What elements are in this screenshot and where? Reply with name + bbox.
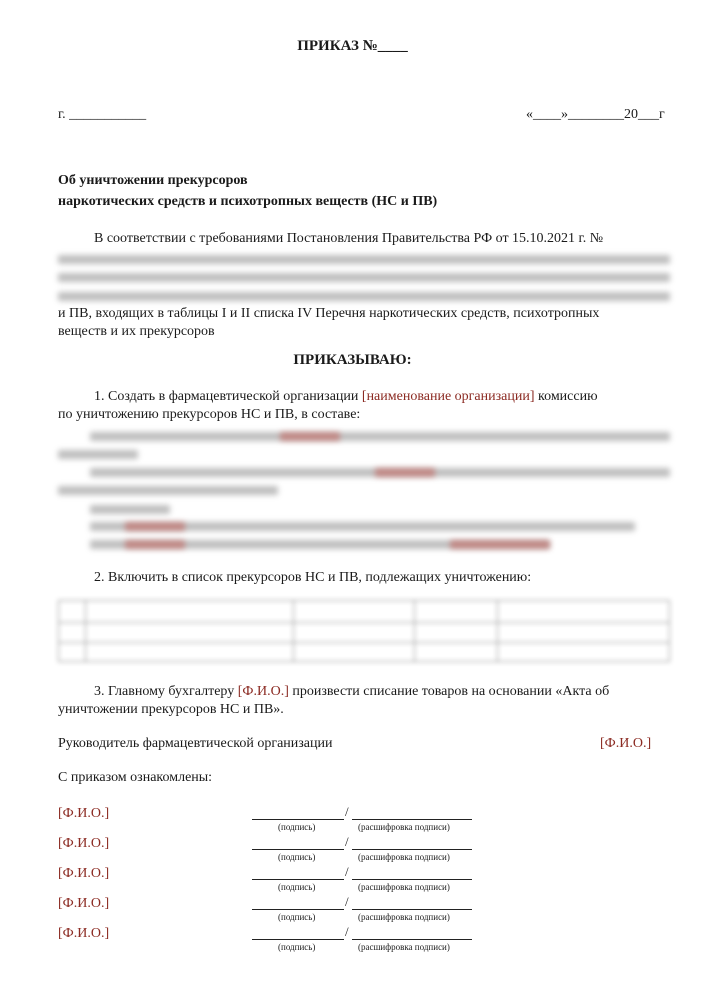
item-1 xyxy=(58,388,671,407)
redacted-line xyxy=(125,522,185,531)
item-3-text-end: произвести списание товаров на основании «Акта об xyxy=(288,684,610,699)
redacted-line xyxy=(58,273,670,282)
separator-slash: / xyxy=(345,924,349,939)
city-field: г. ___________ xyxy=(58,107,147,122)
separator-slash: / xyxy=(345,894,349,909)
signature-caption: (подпись) xyxy=(278,852,316,862)
item-3-line-2: уничтожении прекурсоров НС и ПВ». xyxy=(58,702,284,717)
subject-line-2: наркотических средств и психотропных веществ (НС и ПВ) xyxy=(58,194,438,209)
date-field: «____»________20___г xyxy=(526,107,665,122)
item-1-text-end: комиссию xyxy=(534,389,598,404)
signer-fio: [Ф.И.О.] xyxy=(58,836,110,851)
separator-slash: / xyxy=(345,804,349,819)
signature-caption: (подпись) xyxy=(278,912,316,922)
decode-caption: (расшифровка подписи) xyxy=(358,912,450,922)
item-1-text: 1. Создать в фармацевтической организации xyxy=(94,389,362,404)
signature-caption: (подпись) xyxy=(278,942,316,952)
signature-line xyxy=(252,849,344,850)
intro-last-line-1: и ПВ, входящих в таблицы I и II списка IV Перечня наркотических средств, психотропных xyxy=(58,306,600,321)
decode-caption: (расшифровка подписи) xyxy=(358,822,450,832)
signer-fio: [Ф.И.О.] xyxy=(58,896,110,911)
decode-caption: (расшифровка подписи) xyxy=(358,882,450,892)
decode-line xyxy=(352,909,472,910)
page-title: ПРИКАЗ №____ xyxy=(297,38,408,54)
item-1-line-2: по уничтожению прекурсоров НС и ПВ, в составе: xyxy=(58,407,361,422)
organization-placeholder: [наименование организации] xyxy=(361,389,535,404)
redacted-line xyxy=(125,540,185,549)
acquainted-label: С приказом ознакомлены: xyxy=(58,770,213,785)
redacted-line xyxy=(450,540,550,549)
precursors-table xyxy=(58,600,670,662)
signature-line xyxy=(252,879,344,880)
document-subject xyxy=(58,170,437,212)
signature-caption: (подпись) xyxy=(278,822,316,832)
separator-slash: / xyxy=(345,834,349,849)
intro-first-line: В соответствии с требованиями Постановления Правительства РФ от 15.10.2021 г. № xyxy=(94,231,604,246)
head-fio: [Ф.И.О.] xyxy=(600,736,652,751)
order-heading: ПРИКАЗЫВАЮ: xyxy=(293,352,412,368)
decode-line xyxy=(352,849,472,850)
decode-caption: (расшифровка подписи) xyxy=(358,852,450,862)
signature-caption: (подпись) xyxy=(278,882,316,892)
redacted-line xyxy=(58,450,138,459)
redacted-line xyxy=(90,505,170,514)
accountant-fio: [Ф.И.О.] xyxy=(237,684,289,699)
signature-line xyxy=(252,909,344,910)
separator-slash: / xyxy=(345,864,349,879)
signer-fio: [Ф.И.О.] xyxy=(58,926,110,941)
item-3-text: 3. Главному бухгалтеру xyxy=(94,684,238,699)
decode-line xyxy=(352,939,472,940)
redacted-line xyxy=(280,432,340,441)
signature-line xyxy=(252,939,344,940)
redacted-line xyxy=(58,255,670,264)
intro-last-line-2: веществ и их прекурсоров xyxy=(58,324,215,339)
signer-fio: [Ф.И.О.] xyxy=(58,866,110,881)
decode-line xyxy=(352,879,472,880)
subject-line-1: Об уничтожении прекурсоров xyxy=(58,173,248,188)
signer-fio: [Ф.И.О.] xyxy=(58,806,110,821)
item-3 xyxy=(58,683,671,702)
redacted-line xyxy=(90,432,670,441)
redacted-line xyxy=(375,468,435,477)
head-label: Руководитель фармацевтической организации xyxy=(58,736,333,751)
redacted-line xyxy=(58,486,278,495)
decode-line xyxy=(352,819,472,820)
decode-caption: (расшифровка подписи) xyxy=(358,942,450,952)
item-2: 2. Включить в список прекурсоров НС и ПВ, подлежащих уничтожению: xyxy=(94,570,532,585)
signature-line xyxy=(252,819,344,820)
redacted-line xyxy=(58,292,670,301)
